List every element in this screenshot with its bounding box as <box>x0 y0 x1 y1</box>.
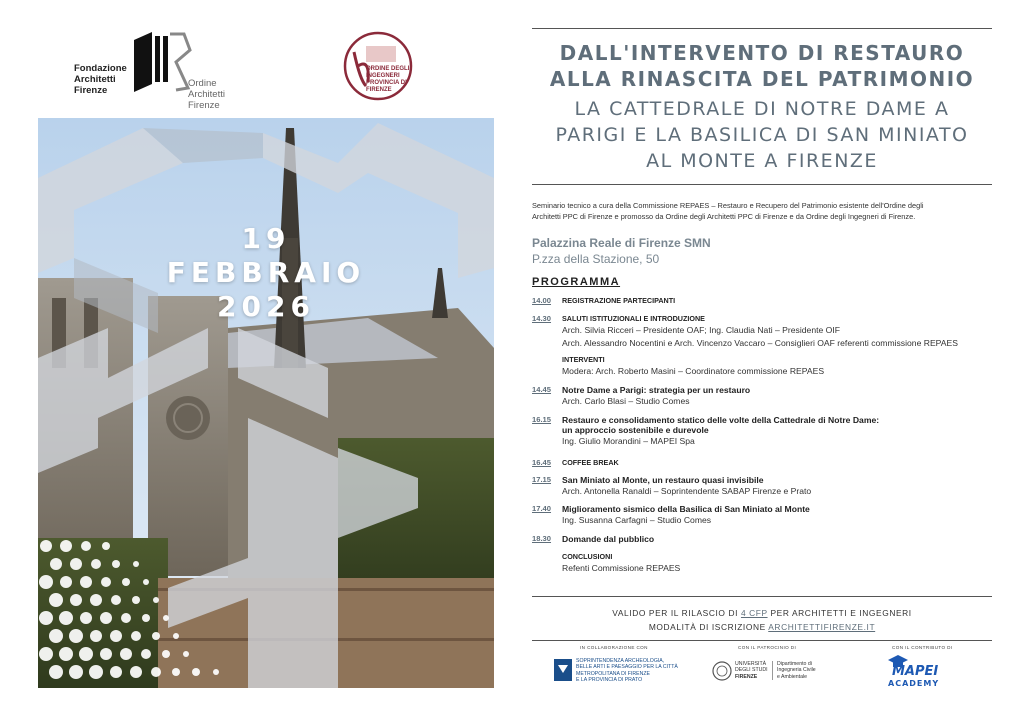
item-title: Notre Dame a Parigi: strategia per un restauro <box>562 385 751 395</box>
top-divider <box>532 28 992 29</box>
item-speaker: Modera: Arch. Roberto Masini – Coordinatore commissione REPAES <box>562 366 825 376</box>
event-date <box>38 222 494 324</box>
item-time: 17.40 <box>532 504 552 513</box>
item-title: COFFEE BREAK <box>562 458 619 467</box>
seminar-intro: Seminario tecnico a cura della Commissione REPAES – Restauro e Recupero del Patrimonio esistente dell'Ordine degli Architetti PPC di Firenze e promosso da Ordine degli Architetti PPC di Firenze e da Ordine degli Ingegneri di Firenze. <box>532 201 924 221</box>
ordine-architetti-text: Ordine Architetti Firenze <box>188 78 225 111</box>
item-speaker: Arch. Silvia Ricceri – Presidente OAF; Ing. Claudia Nati – Presidente OIF <box>562 325 840 335</box>
item-title-continued: un approccio sostenibile e durevole <box>562 425 709 435</box>
venue-address: P.zza della Stazione, 50 <box>532 252 660 266</box>
fondazione-text: Fondazione Architetti Firenze <box>74 63 127 96</box>
venue-name: Palazzina Reale di Firenze SMN <box>532 236 711 250</box>
contributo-label: CON IL CONTRIBUTO DI <box>892 645 953 650</box>
item-speaker: Ing. Susanna Carfagni – Studio Comes <box>562 515 712 525</box>
item-title: Restauro e consolidamento statico delle volte della Cattedrale di Notre Dame: <box>562 415 880 425</box>
item-time: 16.15 <box>532 415 552 424</box>
fondazione-architetti-logo <box>70 28 225 111</box>
soprintendenza-text: SOPRINTENDENZA ARCHEOLOGIA, BELLE ARTI E PAESAGGIO PER LA CITTÀ METROPOLITANA DI FIRENZE E LA PROVINCIA DI PRATO <box>576 658 678 684</box>
item-title: CONCLUSIONI <box>562 552 613 561</box>
patrocinio-label: CON IL PATROCINIO DI <box>738 645 797 650</box>
title-divider <box>532 184 992 185</box>
credits-info: VALIDO PER IL RILASCIO DI 4 CFP PER ARCHITETTI E INGEGNERI MODALITÀ DI ISCRIZIONE ARCHITETTIFIRENZE.IT <box>612 608 912 632</box>
fondazione-logo-mark <box>126 28 192 100</box>
item-time: 14.00 <box>532 296 552 305</box>
cathedral-photo-illustration <box>38 118 494 688</box>
item-title: REGISTRAZIONE PARTECIPANTI <box>562 296 676 305</box>
item-time: 14.30 <box>532 314 552 323</box>
item-speaker: Arch. Carlo Blasi – Studio Comes <box>562 396 690 406</box>
item-speaker: Arch. Antonella Ranaldi – Soprintendente SABAP Firenze e Prato <box>562 486 812 496</box>
soprintendenza-logo-icon <box>554 659 572 681</box>
mapei-name: MAPEI <box>892 664 939 679</box>
item-time: 18.30 <box>532 534 552 543</box>
partners-strip <box>532 645 992 705</box>
programme-heading: PROGRAMMA <box>532 276 621 288</box>
validity-divider-top <box>532 596 992 597</box>
item-title: Domande dal pubblico <box>562 534 655 544</box>
ordine-seal-text: ORDINE DEGLI INGEGNERI PROVINCIA DI FIRENZE <box>366 66 410 93</box>
cfp-count: 4 CFP <box>740 608 768 618</box>
collab-label: IN COLLABORAZIONE CON <box>580 645 648 650</box>
event-month: FEBBRAIO <box>166 256 366 289</box>
item-speaker: Refenti Commissione REPAES <box>562 563 681 573</box>
dicea-text: Dipartimento di Ingegneria Civile e Ambientale <box>772 661 816 680</box>
item-time: 14.45 <box>532 385 552 394</box>
event-day: 19 <box>241 222 291 255</box>
unifi-text: UNIVERSITÀ DEGLI STUDI FIRENZE <box>735 661 768 680</box>
item-time: 17.15 <box>532 475 552 484</box>
ordine-ingegneri-logo <box>340 30 418 102</box>
item-title: San Miniato al Monte, un restauro quasi invisibile <box>562 475 764 485</box>
unifi-seal-icon <box>712 661 732 681</box>
subtitle: LA CATTEDRALE DI NOTRE DAME A PARIGI E LA BASILICA DI SAN MINIATO AL MONTE A FIRENZE <box>555 98 969 172</box>
item-title: SALUTI ISTITUZIONALI E INTRODUZIONE <box>562 314 705 323</box>
event-year: 2026 <box>217 290 315 323</box>
item-speaker: Ing. Giulio Morandini – MAPEI Spa <box>562 436 695 446</box>
validity-divider-bottom <box>532 640 992 641</box>
item-title: Miglioramento sismico della Basilica di San Miniato al Monte <box>562 504 810 514</box>
mapei-academy: ACADEMY <box>888 679 940 688</box>
main-title: DALL'INTERVENTO DI RESTAURO ALLA RINASCITA DEL PATRIMONIO <box>549 41 975 91</box>
item-speaker: Arch. Alessandro Nocentini e Arch. Vincenzo Vaccaro – Consiglieri OAF referenti commissione REPAES <box>562 337 958 348</box>
item-time: 16.45 <box>532 458 552 467</box>
item-title: INTERVENTI <box>562 355 605 364</box>
registration-link[interactable]: ARCHITETTIFIRENZE.IT <box>768 622 876 632</box>
event-poster <box>38 118 494 688</box>
